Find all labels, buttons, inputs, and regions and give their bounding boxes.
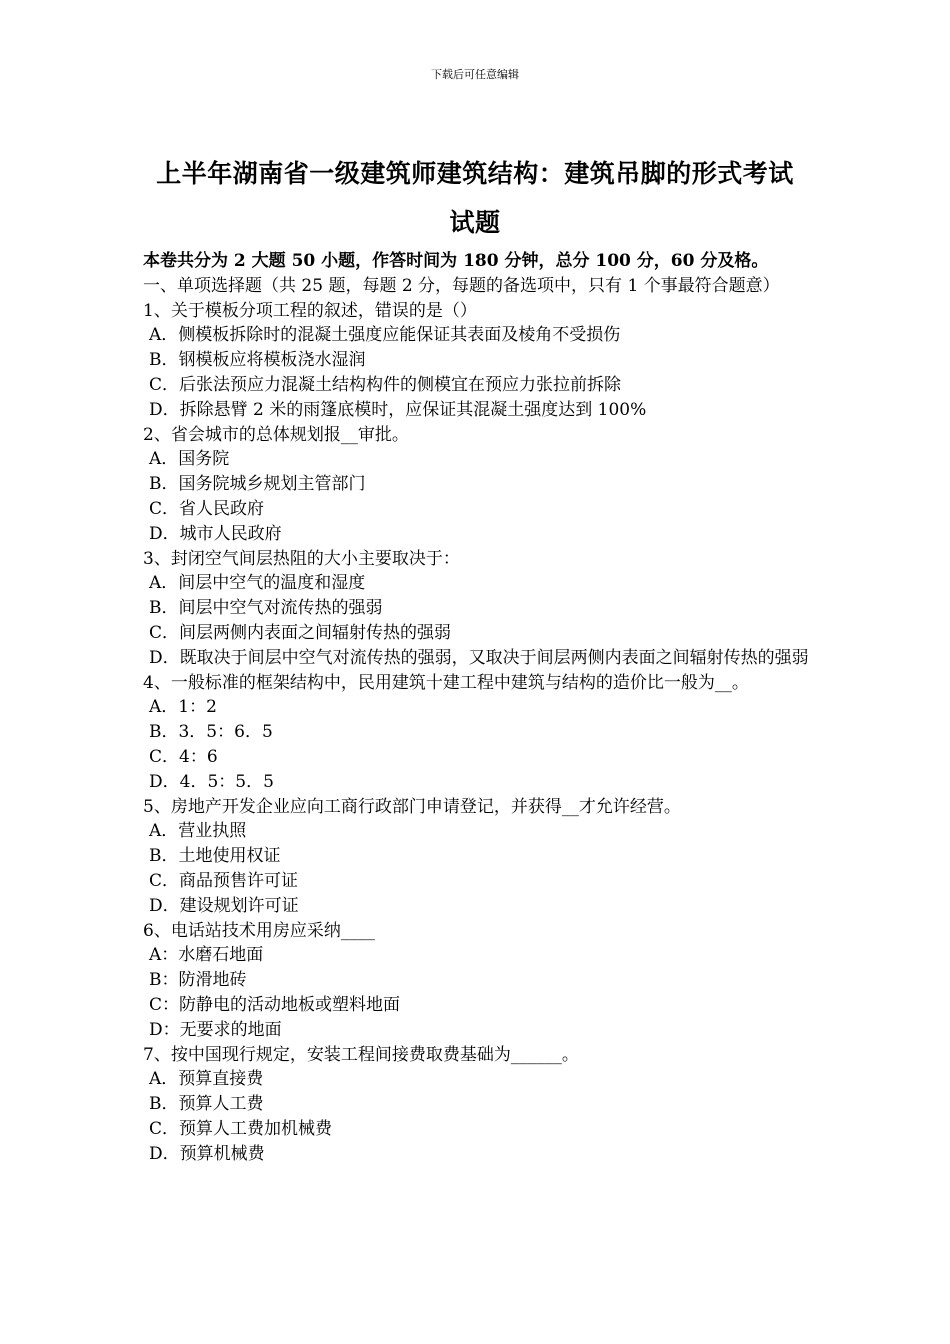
question-stem: 7、按中国现行规定，安装工程间接费取费基础为______。 (143, 1044, 579, 1065)
answer-option: D．预算机械费 (149, 1143, 265, 1164)
answer-option: B．土地使用权证 (149, 846, 281, 867)
answer-option: D．拆除悬臂 2 米的雨篷底模时，应保证其混凝土强度达到 100% (149, 399, 647, 420)
answer-option: D．既取决于间层中空气对流传热的强弱，又取决于间层两侧内表面之间辐射传热的强弱 (149, 647, 809, 668)
answer-option: A．营业执照 (149, 821, 247, 842)
answer-option: B．3．5：6．5 (149, 722, 273, 743)
answer-option: D：无要求的地面 (149, 1019, 282, 1040)
answer-option: C．间层两侧内表面之间辐射传热的强弱 (149, 622, 452, 643)
question-stem: 2、省会城市的总体规划报__审批。 (143, 424, 409, 445)
answer-option: B．钢模板应将模板浇水湿润 (149, 350, 366, 371)
answer-option: B．预算人工费 (149, 1094, 264, 1115)
answer-option: B．间层中空气对流传热的强弱 (149, 598, 383, 619)
answer-option: D．城市人民政府 (149, 523, 282, 544)
answer-option: B：防滑地砖 (149, 970, 247, 991)
exam-body (143, 249, 823, 1166)
answer-option: A．1：2 (149, 697, 217, 718)
question-list (143, 299, 823, 1167)
question-block (143, 547, 823, 671)
answer-option: D．建设规划许可证 (149, 895, 299, 916)
question-block (143, 423, 823, 547)
question-stem: 3、封闭空气间层热阻的大小主要取决于： (143, 548, 460, 569)
answer-option: A．间层中空气的温度和湿度 (149, 573, 366, 594)
answer-option: A．侧模板拆除时的混凝土强度应能保证其表面及棱角不受损伤 (149, 325, 621, 346)
answer-option: A．国务院 (149, 449, 230, 470)
question-stem: 6、电话站技术用房应采纳____ (143, 920, 375, 941)
answer-option: A：水磨石地面 (149, 945, 264, 966)
question-stem: 5、房地产开发企业应向工商行政部门申请登记，并获得__才允许经营。 (143, 796, 681, 817)
question-stem: 1、关于模板分项工程的叙述，错误的是（） (143, 300, 477, 321)
section-heading: 一、单项选择题（共 25 题，每题 2 分，每题的备选项中，只有 1 个事最符合题意） (143, 275, 780, 296)
question-block (143, 795, 823, 919)
question-stem: 4、一般标准的框架结构中，民用建筑十建工程中建筑与结构的造价比一般为__。 (143, 672, 749, 693)
page-title: 上半年湖南省一级建筑师建筑结构：建筑吊脚的形式考试 (156, 159, 794, 188)
answer-option: C．商品预售许可证 (149, 870, 299, 891)
question-block (143, 299, 823, 423)
page-title-continued: 试题 (449, 208, 501, 237)
answer-option: C：防静电的活动地板或塑料地面 (149, 994, 401, 1015)
answer-option: C．省人民政府 (149, 498, 265, 519)
header-note: 下载后可任意编辑 (431, 68, 519, 81)
question-block (143, 671, 823, 795)
exam-intro: 本卷共分为 2 大题 50 小题，作答时间为 180 分钟，总分 100 分，60 分及格。 (143, 251, 769, 271)
question-block (143, 1043, 823, 1167)
answer-option: C．预算人工费加机械费 (149, 1118, 333, 1139)
question-block (143, 919, 823, 1043)
answer-option: B．国务院城乡规划主管部门 (149, 474, 366, 495)
answer-option: D．4．5：5．5 (149, 771, 274, 792)
answer-option: C．后张法预应力混凝土结构构件的侧模宜在预应力张拉前拆除 (149, 374, 622, 395)
answer-option: C．4：6 (149, 746, 218, 767)
answer-option: A．预算直接费 (149, 1069, 264, 1090)
